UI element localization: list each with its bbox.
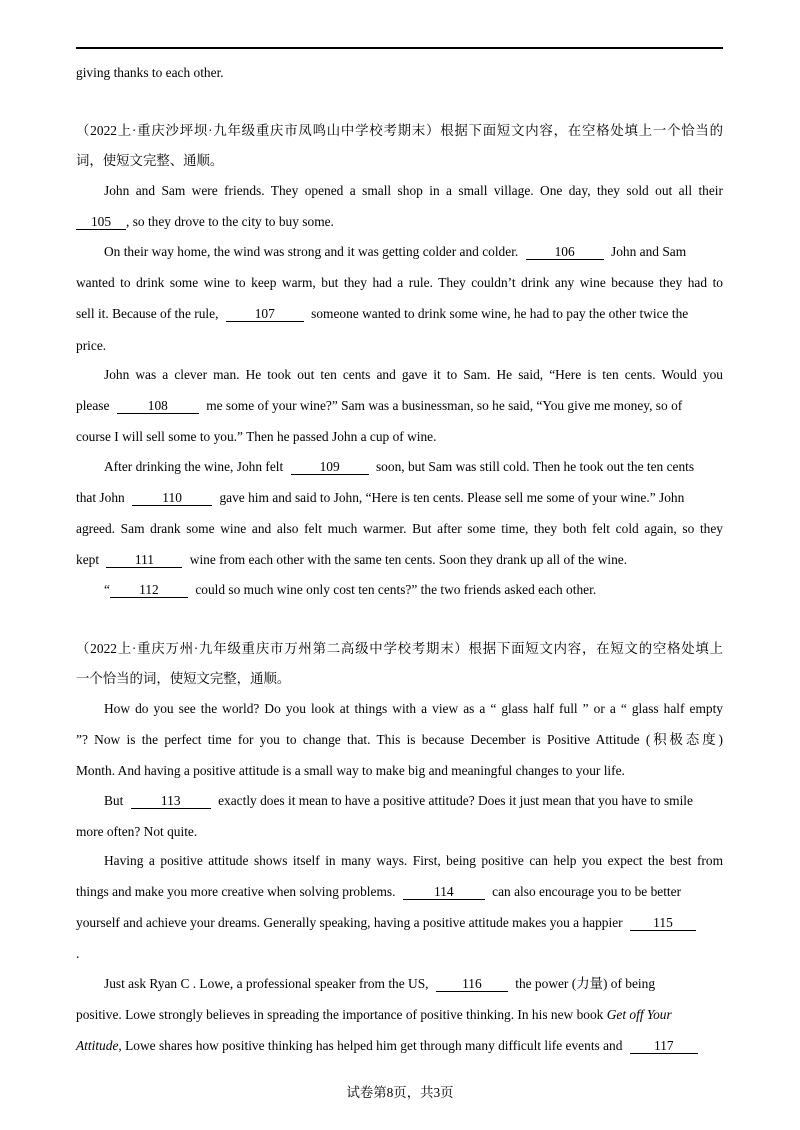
blank-109[interactable]: 109: [291, 460, 369, 475]
para-line: “ 112 could so much wine only cost ten cents?” the two friends asked each other.: [104, 582, 597, 597]
header-rule: [76, 47, 723, 49]
para-line: kept 111 wine from each other with the same ten cents. Soon they drank up all of the wine.: [76, 552, 628, 567]
blank-112[interactable]: 112: [110, 583, 188, 598]
blank-116[interactable]: 116: [436, 977, 508, 992]
blank-108[interactable]: 108: [117, 399, 199, 414]
para-line: things and make you more creative when solving problems. 114 can also encourage you to be better: [76, 884, 682, 899]
blank-113[interactable]: 113: [131, 794, 211, 809]
para-line: After drinking the wine, John felt 109 soon, but Sam was still cold. Then he took out the ten cents: [104, 459, 695, 474]
para-line: price.: [76, 338, 107, 353]
blank-110[interactable]: 110: [132, 491, 212, 506]
para-line: .: [76, 946, 80, 961]
para-line: ”? Now is the perfect time for you to change that. This is because December is Positive Attitude (积极态度): [76, 732, 723, 747]
source-line: 词，使短文完整、通顺。: [76, 153, 224, 168]
para-line: yourself and achieve your dreams. Generally speaking, having a positive attitude makes you a happier 115: [76, 914, 696, 932]
blank-107[interactable]: 107: [226, 307, 304, 322]
book-title: Attitude: [76, 1038, 119, 1053]
para-line: Having a positive attitude shows itself in many ways. First, being positive can help you expect the best from: [104, 853, 723, 868]
blank-115[interactable]: 115: [630, 916, 696, 931]
para-line: Month. And having a positive attitude is a small way to make big and meaningful changes to your life.: [76, 763, 625, 778]
para-line: wanted to drink some wine to keep warm, but they had a rule. They couldn’t drink any wine because they had to: [76, 275, 723, 290]
page-footer: 试卷第8页，共3页: [346, 1085, 454, 1100]
para-line: please 108 me some of your wine?” Sam was a businessman, so he said, “You give me money, so of: [76, 398, 683, 413]
blank-105[interactable]: 105: [76, 215, 126, 230]
blank-111[interactable]: 111: [106, 553, 182, 568]
source-line: （2022上·重庆万州·九年级重庆市万州第二高级中学校考期末）根据下面短文内容，在短文的空格处填上: [76, 641, 723, 656]
para-line: 105 , so they drove to the city to buy some.: [76, 213, 334, 231]
blank-117[interactable]: 117: [630, 1039, 698, 1054]
para-line: that John 110 gave him and said to John, “Here is ten cents. Please sell me some of your wine.” John: [76, 490, 685, 505]
para-line: course I will sell some to you.” Then he passed John a cup of wine.: [76, 429, 437, 444]
para-line: John was a clever man. He took out ten cents and gave it to Sam. He said, “Here is ten cents. Would you: [104, 367, 723, 382]
para-line: But 113 exactly does it mean to have a positive attitude? Does it just mean that you have to smile: [104, 793, 693, 808]
para-line: agreed. Sam drank some wine and also felt much warmer. But after some time, they both felt cold again, so they: [76, 521, 723, 536]
top-line: giving thanks to each other.: [76, 65, 224, 80]
para-line: sell it. Because of the rule, 107 someone wanted to drink some wine, he had to pay the other twice the: [76, 306, 689, 321]
para-line: Attitude, Lowe shares how positive thinking has helped him get through many difficult life events and 117: [76, 1037, 698, 1055]
source-line: （2022上·重庆沙坪坝·九年级重庆市凤鸣山中学校考期末）根据下面短文内容，在空格处填上一个恰当的: [76, 123, 723, 138]
para-line: positive. Lowe strongly believes in spreading the importance of positive thinking. In his new book Get off Your: [76, 1007, 672, 1022]
para-line: How do you see the world? Do you look at things with a view as a “ glass half full ” or a “ glass half empty: [104, 701, 723, 716]
source-line: 一个恰当的词，使短文完整，通顺。: [76, 671, 291, 686]
para-line: On their way home, the wind was strong and it was getting colder and colder. 106 John and Sam: [104, 244, 687, 259]
para-line: more often? Not quite.: [76, 824, 198, 839]
para-line: Just ask Ryan C . Lowe, a professional speaker from the US, 116 the power (力量) of being: [104, 976, 656, 991]
para-line: John and Sam were friends. They opened a small shop in a small village. One day, they sold out all their: [104, 183, 723, 198]
book-title: Get off Your: [606, 1007, 672, 1022]
blank-114[interactable]: 114: [403, 885, 485, 900]
blank-106[interactable]: 106: [526, 245, 604, 260]
